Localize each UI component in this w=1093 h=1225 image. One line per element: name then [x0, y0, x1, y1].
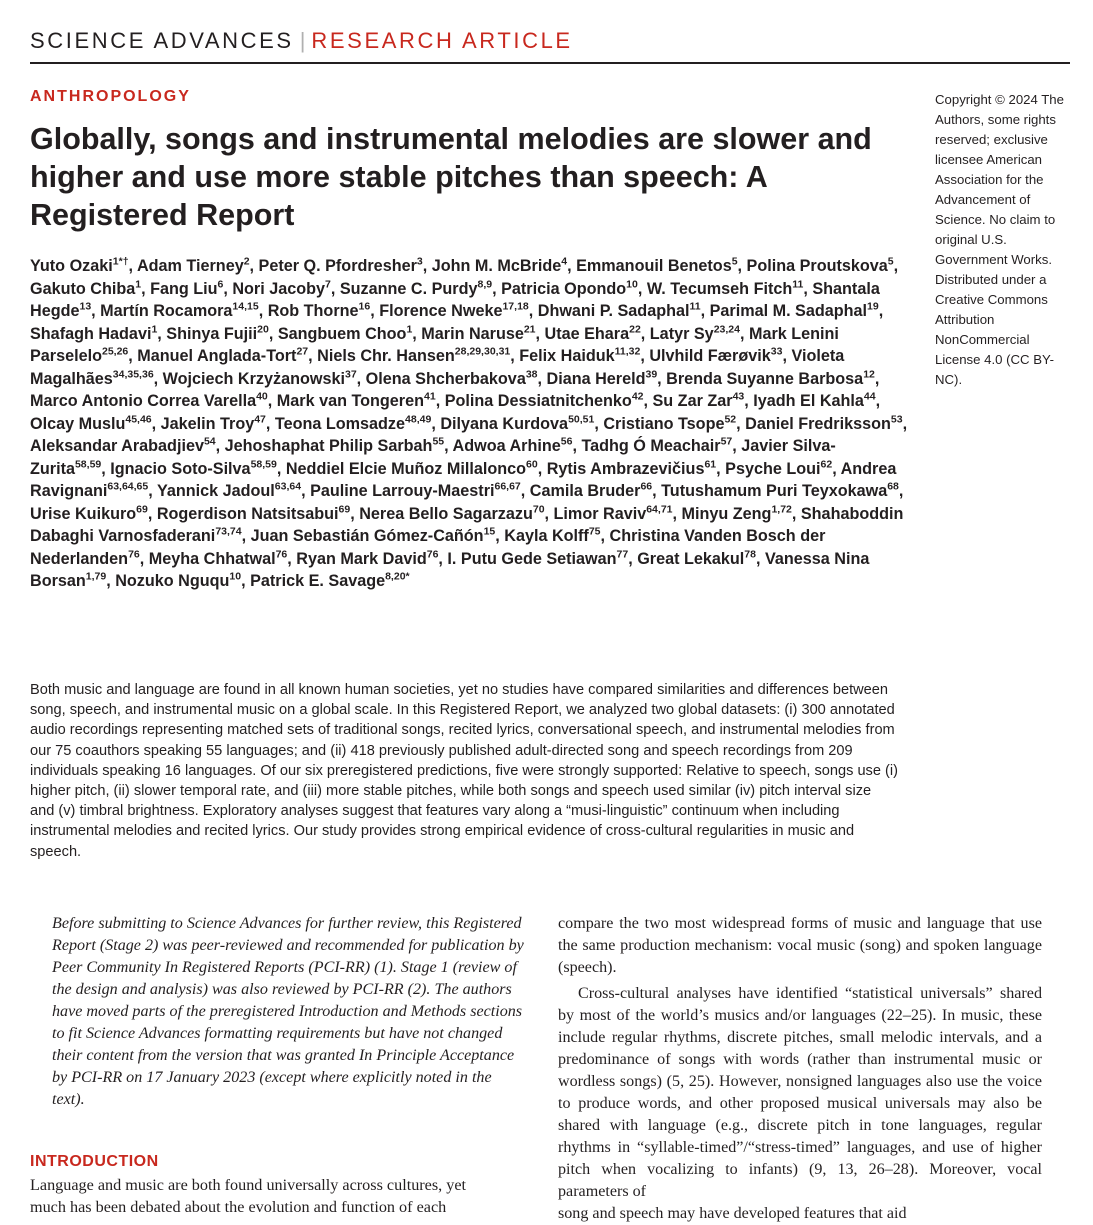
- affiliation-marker: 41: [424, 390, 436, 403]
- affiliation-marker: 66,67: [494, 480, 521, 493]
- author-name[interactable]: Andrea Ravignani$^{63,64,65}$: [30, 459, 897, 500]
- author-name[interactable]: Kayla Kolff$^{75}$: [504, 525, 601, 545]
- affiliation-marker: 56: [560, 435, 573, 448]
- author-name[interactable]: Utae Ehara$^{22}$: [544, 323, 641, 343]
- author-name[interactable]: Javier Silva-Zurita$^{58,59}$: [30, 437, 836, 478]
- author-name[interactable]: Wojciech Krzyżanowski$^{37}$: [162, 368, 357, 388]
- abstract: Both music and language are found in all known human societies, yet no studies have compared similarities and differences between song, speech, and instrumental music on a global scale. In this Registered Report, we analyzed two global datasets: (i) 300 annotated audio recordings representing matched sets of traditional songs, recited lyrics, conversational speech, and instrumental melodies from our 75 coauthors speaking 55 languages; and (ii) 418 previously published adult-directed song and speech recordings from 209 individuals speaking 16 languages. Of our six preregistered predictions, five were strongly supported: Relative to speech, songs use (i) higher pitch, (ii) slower temporal rate, and (iii) more stable pitches, while both songs and speech used similar (iv) pitch interval size and (v) timbral brightness. Exploratory analyses suggest that features vary along a “musi-linguistic” continuum when including instrumental melodies and recited lyrics. Our study provides strong empirical evidence of cross-cultural regularities in music and speech.: [30, 682, 898, 860]
- right-column-text: [558, 913, 1042, 1225]
- affiliation-marker: 7: [325, 278, 331, 291]
- author-name[interactable]: Adwoa Arhine$^{56}$: [452, 435, 573, 455]
- author-name[interactable]: Mark van Tongeren$^{41}$: [276, 390, 436, 410]
- author-name[interactable]: Peter Q. Pfordresher$^3$: [258, 255, 423, 275]
- paragraph: Cross-cultural analyses have identified “statistical universals” shared by most of the world’s musics and/or languages (22–25). In music, these include regular rhythms, discrete pitches, small melodic intervals, and a predominance of songs with words (rather than instrumental music or wordless songs) (5, 25). However, nonsigned languages also use the voice to produce words, and other proposed musical universals may also be shared with language (e.g., discrete pitch in tone languages, regular rhythms in “syllable-timed”/“stress-timed” languages, and use of higher pitch when vocalizing to infants) (9, 13, 26–28). Moreover, vocal parameters of: [558, 985, 1042, 1200]
- introduction-heading: INTRODUCTION: [30, 1153, 159, 1170]
- affiliation-marker: 17,18: [502, 300, 529, 313]
- author-name[interactable]: Latyr Sy$^{23,24}$: [649, 323, 740, 343]
- author-name[interactable]: Felix Haiduk$^{11,32}$: [519, 345, 641, 365]
- author-name[interactable]: Manuel Anglada-Tort$^{27}$: [137, 345, 309, 365]
- affiliation-marker: 55: [432, 435, 445, 448]
- author-name[interactable]: Rob Thorne$^{16}$: [267, 300, 371, 320]
- affiliation-marker: 27: [296, 345, 309, 358]
- author-name[interactable]: Ulvhild Færøvik$^{33}$: [649, 345, 783, 365]
- affiliation-marker: 10: [626, 278, 638, 291]
- affiliation-marker: 73,74: [215, 525, 242, 538]
- author-name[interactable]: Emmanouil Benetos$^5$: [576, 255, 738, 275]
- author-name[interactable]: Urise Kuikuro$^{69}$: [30, 503, 148, 523]
- journal-header: [30, 28, 573, 54]
- author-name[interactable]: Suzanne C. Purdy$^{8,9}$: [339, 278, 493, 298]
- intro-line: much has been debated about the evolution and function of each: [30, 1198, 447, 1216]
- affiliation-marker: 20: [257, 323, 269, 336]
- author-name[interactable]: Olena Shcherbakova$^{38}$: [365, 368, 538, 388]
- author-name[interactable]: Mark Lenini Parselelo$^{25,26}$: [30, 324, 839, 365]
- affiliation-marker: 1*†: [112, 255, 129, 268]
- author-name[interactable]: John M. McBride$^4$: [431, 255, 568, 275]
- affiliation-marker: 52: [724, 413, 737, 426]
- copyright-notice: Copyright © 2024 The Authors, some rights reserved; exclusive licensee American Association for the Advancement of Science. No claim to original U.S. Government Works. Distributed under a Creative Commons Attribution NonCommercial License 4.0 (CC BY-NC).: [935, 92, 1064, 387]
- intro-line: Language and music are both found universally across cultures, yet: [30, 1176, 467, 1194]
- author-name[interactable]: Psyche Loui$^{62}$: [725, 458, 833, 478]
- author-name[interactable]: Vanessa Nina Borsan$^{1,79}$: [30, 549, 870, 590]
- affiliation-marker: 58,59: [250, 458, 277, 471]
- author-name[interactable]: Rytis Ambrazevičius$^{61}$: [546, 458, 717, 478]
- affiliation-marker: 21: [523, 323, 536, 336]
- affiliation-marker: 28,29,30,31: [454, 345, 511, 358]
- affiliation-marker: 33: [770, 345, 783, 358]
- affiliation-marker: 1: [406, 323, 413, 336]
- author-name[interactable]: Ryan Mark David$^{76}$: [296, 548, 439, 568]
- author-name[interactable]: Nori Jacoby$^7$: [232, 278, 331, 298]
- affiliation-marker: 25,26: [102, 345, 129, 358]
- affiliation-marker: 75: [588, 525, 601, 538]
- author-name[interactable]: Pauline Larrouy-Maestri$^{66,67}$: [310, 480, 521, 500]
- affiliation-marker: 47: [254, 413, 266, 426]
- author-name[interactable]: Christina Vanden Bosch der Nederlanden$^{76}$: [30, 527, 826, 568]
- author-name[interactable]: Jakelin Troy$^{47}$: [160, 413, 266, 433]
- affiliation-marker: 10: [229, 570, 242, 583]
- journal-name[interactable]: SCIENCE ADVANCES: [30, 28, 294, 53]
- author-name[interactable]: Marco Antonio Correa Varella$^{40}$: [30, 390, 268, 410]
- author-name[interactable]: Patricia Opondo$^{10}$: [501, 278, 638, 298]
- affiliation-marker: 48,49: [405, 413, 432, 426]
- paragraph: compare the two most widespread forms of music and language that use the same production mechanism: vocal music (song) and spoken language (speech).: [558, 915, 1042, 976]
- affiliation-marker: 8,9: [477, 278, 493, 291]
- affiliation-marker: 38: [525, 368, 538, 381]
- affiliation-marker: 39: [645, 368, 658, 381]
- author-name[interactable]: Juan Sebastián Gómez-Cañón$^{15}$: [250, 525, 496, 545]
- affiliation-marker: 62: [820, 458, 833, 471]
- affiliation-marker: 76: [426, 548, 439, 561]
- affiliation-marker: 69: [338, 503, 351, 516]
- affiliation-marker: 61: [704, 458, 717, 471]
- author-name[interactable]: Dhwani P. Sadaphal$^{11}$: [537, 300, 701, 320]
- affiliation-marker: 44: [863, 390, 876, 403]
- author-name[interactable]: Shinya Fujii$^{20}$: [166, 323, 269, 343]
- affiliation-marker: 76: [128, 548, 140, 561]
- header-rule: [30, 62, 1070, 64]
- author-name[interactable]: Teona Lomsadze$^{48,49}$: [274, 413, 432, 433]
- author-name[interactable]: Cristiano Tsope$^{52}$: [603, 413, 737, 433]
- author-name[interactable]: Nerea Bello Sagarzazu$^{70}$: [359, 503, 545, 523]
- author-list: Yuto Ozaki$^{1*\dagger}$, Adam Tierney$^2$, Peter Q. Pfordresher$^3$, John M. McBride$^4$, Emmanouil Benetos$^5$, Polina Proutskova$^5$, Gakuto Chiba$^1$, Fang Liu$^6$, Nori Jacoby$^7$, Suzanne C. Purdy$^{8,9}$, Patricia Opondo$^{10}$, W. Tecumseh Fitch$^{11}$, Shantala Hegde$^{13}$, Martín Rocamora$^{14,15}$, Rob Thorne$^{16}$, Florence Nweke$^{17,18}$, Dhwani P. Sadaphal$^{11}$, Parimal M. Sadaphal$^{19}$, Shafagh Hadavi$^1$, Shinya Fujii$^{20}$, Sangbuem Choo$^1$, Marin Naruse$^{21}$, Utae Ehara$^{22}$, Latyr Sy$^{23,24}$, Mark Lenini Parselelo$^{25,26}$, Manuel Anglada-Tort$^{27}$, Niels Chr. Hansen$^{28,29,30,31}$, Felix Haiduk$^{11,32}$, Ulvhild Færøvik$^{33}$, Violeta Magalhães$^{34,35,36}$, Wojciech Krzyżanowski$^{37}$, Olena Shcherbakova$^{38}$, Diana Hereld$^{39}$, Brenda Suyanne Barbosa$^{12}$, Marco Antonio Correa Varella$^{40}$, Mark van Tongeren$^{41}$, Polina Dessiatnitchenko$^{42}$, Su Zar Zar$^{43}$, Iyadh El Kahla$^{44}$, Olcay Muslu$^{45,46}$, Jakelin Troy$^{47}$, Teona Lomsadze$^{48,49}$, Dilyana Kurdova$^{50,51}$, Cristiano Tsope$^{52}$, Daniel Fredriksson$^{53}$, Aleksandar Arabadjiev$^{54}$, Jehoshaphat Philip Sarbah$^{55}$, Adwoa Arhine$^{56}$, Tadhg Ó Meachair$^{57}$, Javier Silva-Zurita$^{58,59}$, Ignacio Soto-Silva$^{58,59}$, Neddiel Elcie Muñoz Millalonco$^{60}$, Rytis Ambrazevičius$^{61}$, Psyche Loui$^{62}$, Andrea Ravignani$^{63,64,65}$, Yannick Jadoul$^{63,64}$, Pauline Larrouy-Maestri$^{66,67}$, Camila Bruder$^{66}$, Tutushamum Puri Teyxokawa$^{68}$, Urise Kuikuro$^{69}$, Rogerdison Natsitsabui$^{69}$, Nerea Bello Sagarzazu$^{70}$, Limor Raviv$^{64,71}$, Minyu Zeng$^{1,72}$, Shahaboddin Dabaghi Varnosfaderani$^{73,74}$, Juan Sebastián Gómez-Cañón$^{15}$, Kayla Kolff$^{75}$, Christina Vanden Bosch der Nederlanden$^{76}$, Meyha Chhatwal$^{76}$, Ryan Mark David$^{76}$, I. Putu Gede Setiawan$^{77}$, Great Lekakul$^{78}$, Vanessa Nina Borsan$^{1,79}$, Nozuko Nguqu$^{10}$, Patrick E. Savage$^{8,20*}$: [30, 255, 908, 590]
- affiliation-marker: 13: [79, 300, 92, 313]
- affiliation-marker: 3: [416, 255, 423, 268]
- affiliation-marker: 45,46: [125, 413, 152, 426]
- affiliation-marker: 57: [720, 435, 733, 448]
- author-name[interactable]: Su Zar Zar$^{43}$: [652, 390, 745, 410]
- affiliation-marker: 70: [532, 503, 545, 516]
- author-name[interactable]: Shantala Hegde$^{13}$: [30, 279, 880, 320]
- author-name[interactable]: Gakuto Chiba$^1$: [30, 278, 142, 298]
- author-name[interactable]: Daniel Fredriksson$^{53}$: [745, 413, 903, 433]
- author-name[interactable]: Nozuko Nguqu$^{10}$: [115, 570, 242, 590]
- affiliation-marker: 11: [689, 300, 701, 313]
- author-name[interactable]: Brenda Suyanne Barbosa$^{12}$: [666, 368, 875, 388]
- author-name[interactable]: Sangbuem Choo$^1$: [277, 323, 413, 343]
- author-name[interactable]: Dilyana Kurdova$^{50,51}$: [440, 413, 595, 433]
- affiliation-marker: 19: [867, 300, 879, 313]
- author-name[interactable]: Minyu Zeng$^{1,72}$: [681, 503, 792, 523]
- author-name[interactable]: Niels Chr. Hansen$^{28,29,30,31}$: [317, 345, 511, 365]
- author-name[interactable]: Aleksandar Arabadjiev$^{54}$: [30, 435, 216, 455]
- author-name[interactable]: W. Tecumseh Fitch$^{11}$: [646, 278, 804, 298]
- author-name[interactable]: Iyadh El Kahla$^{44}$: [753, 390, 876, 410]
- affiliation-marker: 37: [344, 368, 357, 381]
- affiliation-marker: 66: [640, 480, 653, 493]
- affiliation-marker: 58,59: [74, 458, 102, 471]
- author-name[interactable]: Limor Raviv$^{64,71}$: [553, 503, 673, 523]
- author-name[interactable]: Yuto Ozaki$^{1*\dagger}$: [30, 255, 129, 275]
- author-name[interactable]: Adam Tierney$^2$: [136, 255, 250, 275]
- affiliation-marker: 64,71: [646, 503, 673, 516]
- author-name[interactable]: Violeta Magalhães$^{34,35,36}$: [30, 347, 845, 388]
- author-name[interactable]: Patrick E. Savage$^{8,20*}$: [250, 570, 410, 590]
- affiliation-marker: 63,64,65: [107, 480, 149, 493]
- affiliation-marker: 1: [135, 278, 142, 291]
- author-name[interactable]: Diana Hereld$^{39}$: [546, 368, 658, 388]
- author-name[interactable]: Fang Liu$^6$: [150, 278, 224, 298]
- affiliation-marker: 22: [629, 323, 641, 336]
- affiliation-marker: 12: [863, 368, 875, 381]
- author-name[interactable]: Ignacio Soto-Silva$^{58,59}$: [110, 458, 277, 478]
- affiliation-marker: 40: [256, 390, 268, 403]
- affiliation-marker: 5: [731, 255, 738, 268]
- affiliation-marker: 15: [483, 525, 496, 538]
- introduction-text: [30, 1174, 535, 1218]
- affiliation-marker: 1: [151, 323, 158, 336]
- affiliation-marker: 68: [887, 480, 899, 493]
- author-name[interactable]: Olcay Muslu$^{45,46}$: [30, 413, 152, 433]
- affiliation-marker: 54: [203, 435, 216, 448]
- affiliation-marker: 53: [890, 413, 903, 426]
- author-name[interactable]: Marin Naruse$^{21}$: [421, 323, 536, 343]
- author-name[interactable]: I. Putu Gede Setiawan$^{77}$: [447, 548, 629, 568]
- header-separator: |: [299, 28, 306, 53]
- affiliation-marker: 42: [631, 390, 644, 403]
- author-name[interactable]: Florence Nweke$^{17,18}$: [379, 300, 529, 320]
- author-name[interactable]: Neddiel Elcie Muñoz Millalonco$^{60}$: [285, 458, 538, 478]
- author-name[interactable]: Polina Dessiatnitchenko$^{42}$: [444, 390, 644, 410]
- affiliation-marker: 69: [136, 503, 148, 516]
- author-name[interactable]: Jehoshaphat Philip Sarbah$^{55}$: [224, 435, 445, 455]
- affiliation-marker: 1,72: [771, 503, 792, 516]
- affiliation-marker: 77: [616, 548, 629, 561]
- author-name[interactable]: Polina Proutskova$^5$: [746, 255, 894, 275]
- affiliation-marker: 23,24: [713, 323, 740, 336]
- author-name[interactable]: Shafagh Hadavi$^1$: [30, 323, 158, 343]
- registered-report-note: Before submitting to Science Advances for further review, this Registered Report (Stage 2) was peer-reviewed and recommended for publication by Peer Community In Registered Reports (PCI-RR) (1). Stage 1 (review of the design and analysis) was also reviewed by PCI-RR (2). The authors have moved parts of the preregistered Introduction and Methods sections to fit Science Advances formatting requirements but have not changed their content from the version that was granted In Principle Acceptance by PCI-RR on 17 January 2023 (except where explicitly noted in the text).: [52, 915, 524, 1108]
- author-name[interactable]: Rogerdison Natsitsabui$^{69}$: [156, 503, 351, 523]
- affiliation-marker: 8,20*: [385, 570, 410, 583]
- author-name[interactable]: Tutushamum Puri Teyxokawa$^{68}$: [661, 480, 899, 500]
- affiliation-marker: 6: [217, 278, 224, 291]
- affiliation-marker: 16: [358, 300, 371, 313]
- affiliation-marker: 50,51: [568, 413, 595, 426]
- author-name[interactable]: Meyha Chhatwal$^{76}$: [148, 548, 288, 568]
- affiliation-marker: 63,64: [274, 480, 302, 493]
- affiliation-marker: 2: [243, 255, 250, 268]
- paragraph: song and speech may have developed features that aid: [558, 1205, 907, 1222]
- affiliation-marker: 1,79: [85, 570, 107, 583]
- affiliation-marker: 11,32: [614, 345, 641, 358]
- affiliation-marker: 11: [792, 278, 804, 291]
- author-name[interactable]: Parimal M. Sadaphal$^{19}$: [709, 300, 879, 320]
- affiliation-marker: 43: [732, 390, 745, 403]
- author-name[interactable]: Yannick Jadoul$^{63,64}$: [156, 480, 302, 500]
- affiliation-marker: 34,35,36: [112, 368, 154, 381]
- section-label: ANTHROPOLOGY: [30, 88, 191, 105]
- author-name[interactable]: Martín Rocamora$^{14,15}$: [100, 300, 259, 320]
- author-name[interactable]: Camila Bruder$^{66}$: [529, 480, 653, 500]
- author-name[interactable]: Great Lekakul$^{78}$: [637, 548, 756, 568]
- author-name[interactable]: Shahaboddin Dabaghi Varnosfaderani$^{73,74}$: [30, 504, 904, 545]
- affiliation-marker: 4: [561, 255, 568, 268]
- author-name[interactable]: Tadhg Ó Meachair$^{57}$: [581, 435, 733, 455]
- affiliation-marker: 5: [887, 255, 894, 268]
- affiliation-marker: 78: [744, 548, 756, 561]
- affiliation-marker: 76: [275, 548, 288, 561]
- affiliation-marker: 14,15: [232, 300, 259, 313]
- affiliation-marker: 60: [526, 458, 538, 471]
- article-title: Globally, songs and instrumental melodies are slower and higher and use more stable pitches than speech: A Registered Report: [30, 122, 872, 232]
- article-type: RESEARCH ARTICLE: [311, 28, 573, 53]
